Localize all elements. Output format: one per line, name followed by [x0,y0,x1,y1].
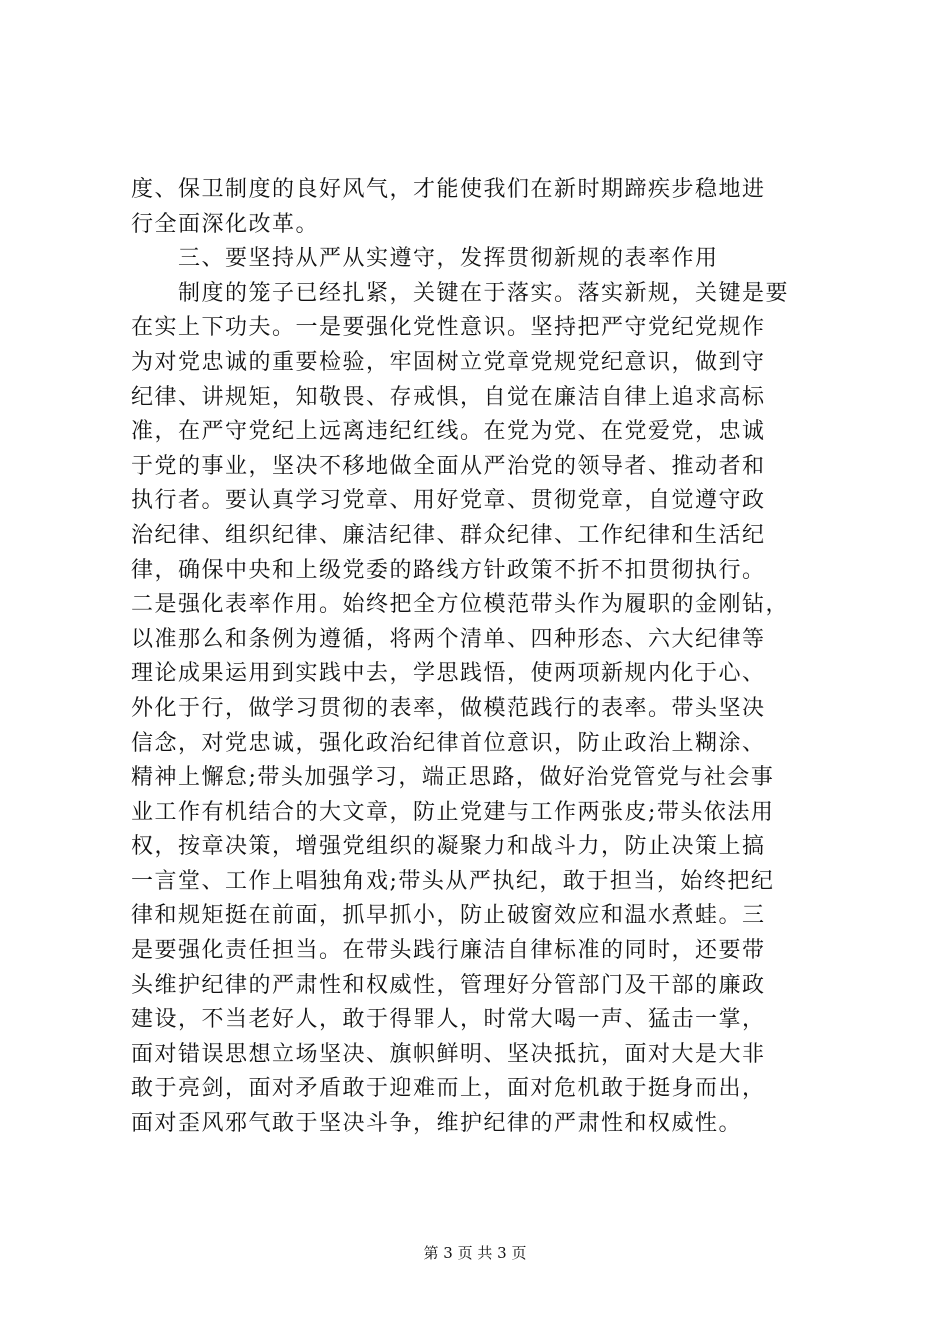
text-line: 制度的笼子已经扎紧，关键在于落实。落实新规，关键是要 [131,280,790,306]
text-line: 面对歪风邪气敢于坚决斗争，维护纪律的严肃性和权威性。 [131,1111,743,1137]
text-line: 行全面深化改革。 [131,211,320,237]
text-line: 执行者。要认真学习党章、用好党章、贯彻党章，自觉遵守政 [131,488,766,514]
text-line: 建设，不当老好人，敢于得罪人，时常大喝一声、猛击一掌， [131,1007,766,1033]
text-line: 理论成果运用到实践中去，学思践悟，使两项新规内化于心、 [131,661,766,687]
text-line: 以准那么和条例为遵循，将两个清单、四种形态、六大纪律等 [131,626,766,652]
text-line: 面对错误思想立场坚决、旗帜鲜明、坚决抵抗，面对大是大非 [131,1041,766,1067]
body-text [131,173,831,1142]
text-line: 在实上下功夫。一是要强化党性意识。坚持把严守党纪党规作 [131,315,766,341]
text-line: 二是强化表率作用。始终把全方位模范带头作为履职的金刚钻， [131,592,790,618]
text-line: 治纪律、组织纪律、廉洁纪律、群众纪律、工作纪律和生活纪 [131,522,766,548]
text-line: 头维护纪律的严肃性和权威性，管理好分管部门及干部的廉政 [131,972,766,998]
text-line: 是要强化责任担当。在带头践行廉洁自律标准的同时，还要带 [131,938,766,964]
text-line: 度、保卫制度的良好风气，才能使我们在新时期蹄疾步稳地进 [131,177,766,202]
page-footer: 第 3 页 共 3 页 [423,1244,527,1262]
text-line: 律，确保中央和上级党委的路线方针政策不折不扣贯彻执行。 [131,557,766,583]
text-line: 信念，对党忠诚，强化政治纪律首位意识，防止政治上糊涂、 [131,730,766,756]
text-line: 纪律、讲规矩，知敬畏、存戒惧，自觉在廉洁自律上追求高标 [131,384,766,410]
text-line: 一言堂、工作上唱独角戏;带头从严执纪，敢于担当，始终把纪 [131,868,775,894]
text-line: 于党的事业，坚决不移地做全面从严治党的领导者、推动者和 [131,453,766,479]
text-line: 三、要坚持从严从实遵守，发挥贯彻新规的表率作用 [131,246,719,272]
text-line: 敢于亮剑，面对矛盾敢于迎难而上，面对危机敢于挺身而出， [131,1076,766,1102]
text-line: 业工作有机结合的大文章，防止党建与工作两张皮;带头依法用 [131,799,775,825]
text-line: 外化于行，做学习贯彻的表率，做模范践行的表率。带头坚决 [131,695,766,721]
text-line: 律和规矩挺在前面，抓早抓小，防止破窗效应和温水煮蛙。三 [131,903,766,929]
text-line: 准，在严守党纪上远离违纪红线。在党为党、在党爱党，忠诚 [131,419,766,445]
text-line: 权，按章决策，增强党组织的凝聚力和战斗力，防止决策上搞 [131,834,766,860]
text-line: 为对党忠诚的重要检验，牢固树立党章党规党纪意识，做到守 [131,349,766,375]
text-line: 精神上懈怠;带头加强学习，端正思路，做好治党管党与社会事 [131,765,775,791]
